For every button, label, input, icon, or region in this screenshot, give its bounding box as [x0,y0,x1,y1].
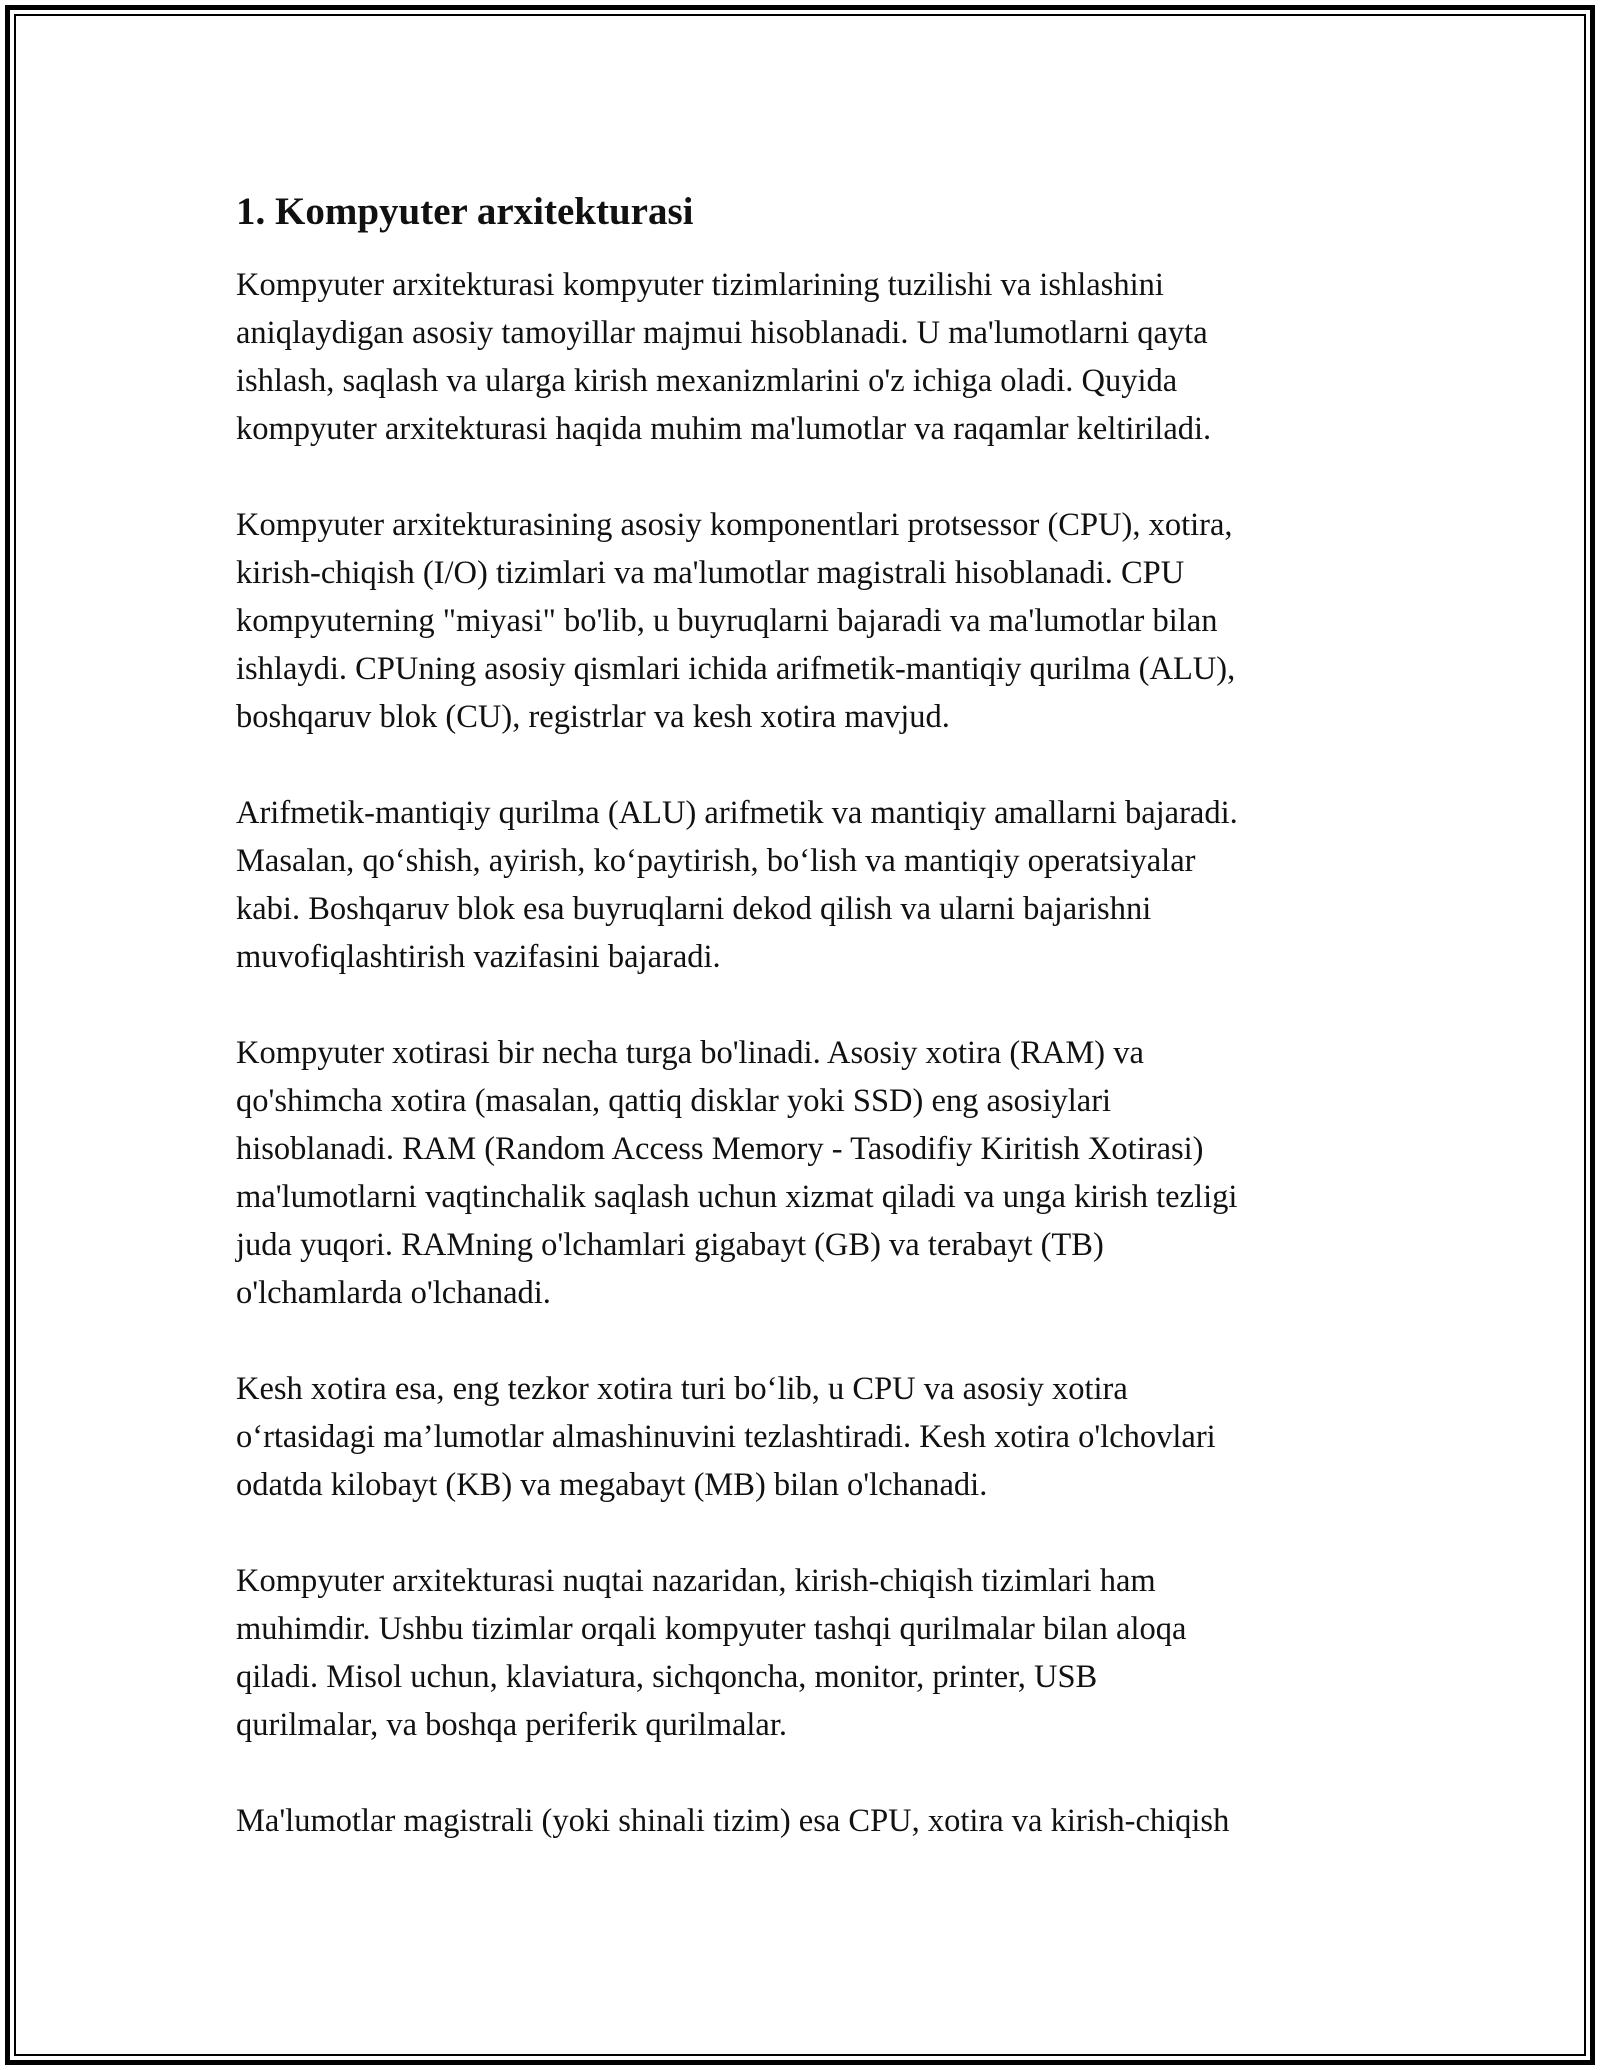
paragraph-line: kompyuter arxitekturasi haqida muhim ma'lumotlar va raqamlar keltiriladi. [236,411,1212,447]
paragraph-line: kirish-chiqish (I/O) tizimlari va ma'lumotlar magistrali hisoblanadi. CPU [236,555,1185,591]
paragraph-line: Arifmetik-mantiqiy qurilma (ALU) arifmetik va mantiqiy amallarni bajaradi. [236,795,1238,831]
paragraph [236,789,1376,981]
paragraph-line: ishlaydi. CPUning asosiy qismlari ichida arifmetik-mantiqiy qurilma (ALU), [236,651,1236,687]
paragraph-line: qo'shimcha xotira (masalan, qattiq disklar yoki SSD) eng asosiylari [236,1083,1112,1119]
paragraph-line: ma'lumotlarni vaqtinchalik saqlash uchun xizmat qiladi va unga kirish tezligi [236,1179,1238,1215]
paragraph-line: ishlash, saqlash va ularga kirish mexanizmlarini o'z ichiga oladi. Quyida [236,363,1178,399]
paragraph-line: Kesh xotira esa, eng tezkor xotira turi bo‘lib, u CPU va asosiy xotira [236,1371,1128,1407]
section-heading: 1. Kompyuter arxitekturasi [236,190,694,233]
paragraph-line: Kompyuter arxitekturasi kompyuter tizimlarining tuzilishi va ishlashini [236,267,1164,303]
paragraph-line: muvofiqlashtirish vazifasini bajaradi. [236,939,721,975]
paragraph-line: hisoblanadi. RAM (Random Access Memory - Tasodifiy Kiritish Xotirasi) [236,1131,1204,1167]
document-body [236,185,1376,1893]
paragraph-line: Ma'lumotlar magistrali (yoki shinali tizim) esa CPU, xotira va kirish-chiqish [236,1803,1230,1839]
paragraph-line: kabi. Boshqaruv blok esa buyruqlarni dekod qilish va ularni bajarishni [236,891,1152,927]
paragraph-line: kompyuterning "miyasi" bo'lib, u buyruqlarni bajaradi va ma'lumotlar bilan [236,603,1218,639]
paragraph-line: odatda kilobayt (KB) va megabayt (MB) bilan o'lchanadi. [236,1467,988,1503]
paragraph [236,1557,1376,1749]
paragraph-line: qiladi. Misol uchun, klaviatura, sichqoncha, monitor, printer, USB [236,1659,1098,1695]
paragraph-line: boshqaruv blok (CU), registrlar va kesh xotira mavjud. [236,699,950,735]
paragraph [236,501,1376,741]
paragraph-line: o'lchamlarda o'lchanadi. [236,1275,551,1311]
paragraph-list [236,261,1376,1845]
paragraph-line: Kompyuter arxitekturasi nuqtai nazaridan, kirish-chiqish tizimlari ham [236,1563,1156,1599]
paragraph-line: muhimdir. Ushbu tizimlar orqali kompyuter tashqi qurilmalar bilan aloqa [236,1611,1187,1647]
paragraph-line: Kompyuter arxitekturasining asosiy komponentlari protsessor (CPU), xotira, [236,507,1233,543]
paragraph [236,1797,1376,1845]
paragraph-line: juda yuqori. RAMning o'lchamlari gigabayt (GB) va terabayt (TB) [236,1227,1104,1263]
paragraph [236,1029,1376,1317]
paragraph-line: Kompyuter xotirasi bir necha turga bo'linadi. Asosiy xotira (RAM) va [236,1035,1144,1071]
paragraph-line: qurilmalar, va boshqa periferik qurilmalar. [236,1707,788,1743]
paragraph-line: o‘rtasidagi ma’lumotlar almashinuvini tezlashtiradi. Kesh xotira o'lchovlari [236,1419,1216,1455]
paragraph-line: Masalan, qo‘shish, ayirish, ko‘paytirish, bo‘lish va mantiqiy operatsiyalar [236,843,1196,879]
paragraph-line: aniqlaydigan asosiy tamoyillar majmui hisoblanadi. U ma'lumotlarni qayta [236,315,1208,351]
paragraph [236,261,1376,453]
paragraph [236,1365,1376,1509]
